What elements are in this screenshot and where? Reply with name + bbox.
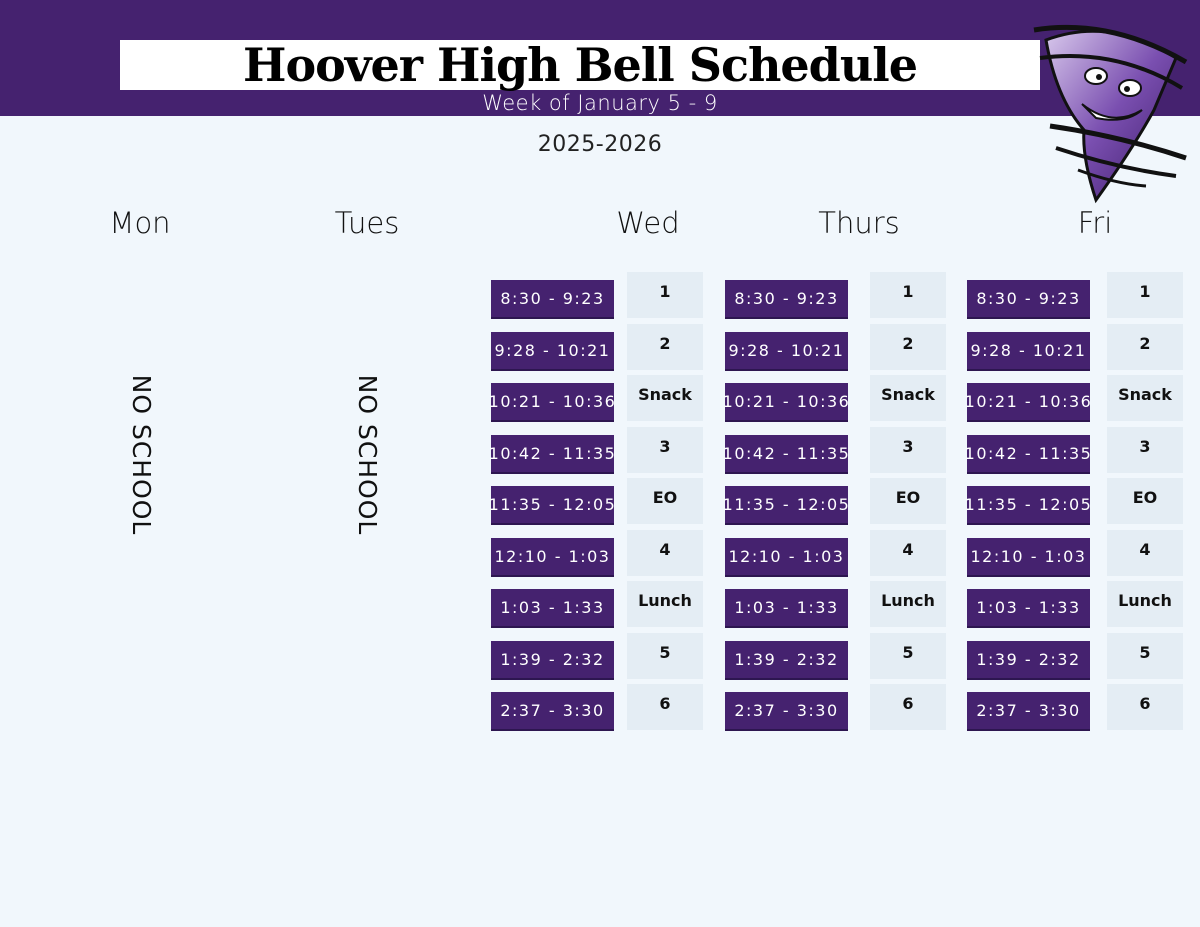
schedule-row xyxy=(967,324,1183,376)
period-label: Lunch xyxy=(1107,581,1183,627)
period-label: EO xyxy=(627,478,703,524)
schedule-row xyxy=(725,530,946,582)
schedule-row xyxy=(964,375,1183,427)
time-slot: 11:35 - 12:05 xyxy=(491,486,614,525)
no-school-tues: NO SCHOOL xyxy=(353,374,382,536)
period-label: 2 xyxy=(1107,324,1183,370)
time-slot: 2:37 - 3:30 xyxy=(491,692,614,731)
schedule-row xyxy=(491,684,703,736)
time-slot: 10:21 - 10:36 xyxy=(491,383,614,422)
period-label: Lunch xyxy=(627,581,703,627)
schedule-row xyxy=(491,633,703,685)
time-slot: 12:10 - 1:03 xyxy=(725,538,848,577)
period-label: 1 xyxy=(1107,272,1183,318)
time-slot: 10:21 - 10:36 xyxy=(967,383,1090,422)
schedule-row xyxy=(725,684,946,736)
time-slot: 9:28 - 10:21 xyxy=(967,332,1090,371)
day-header-mon: Mon xyxy=(109,206,171,240)
period-label: 1 xyxy=(627,272,703,318)
period-label: 5 xyxy=(1107,633,1183,679)
period-label: 5 xyxy=(870,633,946,679)
period-label: Snack xyxy=(627,375,703,421)
schedule-row xyxy=(725,324,946,376)
schedule-row xyxy=(725,272,946,324)
time-slot: 8:30 - 9:23 xyxy=(725,280,848,319)
period-label: 3 xyxy=(870,427,946,473)
schedule-column-wed xyxy=(488,272,703,736)
day-header-tues: Tues xyxy=(334,206,400,240)
time-slot: 1:03 - 1:33 xyxy=(725,589,848,628)
period-label: EO xyxy=(870,478,946,524)
page-title: Hoover High Bell Schedule xyxy=(242,38,918,92)
schedule-row xyxy=(967,684,1183,736)
schedule-row xyxy=(964,478,1183,530)
time-slot: 12:10 - 1:03 xyxy=(491,538,614,577)
period-label: Snack xyxy=(1107,375,1183,421)
period-label: 2 xyxy=(870,324,946,370)
period-label: 5 xyxy=(627,633,703,679)
time-slot: 9:28 - 10:21 xyxy=(491,332,614,371)
period-label: 3 xyxy=(1107,427,1183,473)
period-label: 1 xyxy=(870,272,946,318)
schedule-row xyxy=(722,478,946,530)
period-label: 6 xyxy=(627,684,703,730)
schedule-row xyxy=(964,427,1183,479)
period-label: 6 xyxy=(870,684,946,730)
time-slot: 10:42 - 11:35 xyxy=(491,435,614,474)
period-label: 4 xyxy=(1107,530,1183,576)
tornado-mascot-icon xyxy=(1026,18,1194,208)
schedule-row xyxy=(491,324,703,376)
schedule-row xyxy=(967,530,1183,582)
period-label: 4 xyxy=(627,530,703,576)
no-school-mon: NO SCHOOL xyxy=(127,374,156,536)
schedule-row xyxy=(967,633,1183,685)
period-label: 2 xyxy=(627,324,703,370)
schedule-row xyxy=(967,272,1183,324)
schedule-row xyxy=(488,375,703,427)
time-slot: 10:42 - 11:35 xyxy=(725,435,848,474)
schedule-column-fri xyxy=(964,272,1183,736)
time-slot: 8:30 - 9:23 xyxy=(967,280,1090,319)
week-subtitle: Week of January 5 - 9 xyxy=(482,91,718,115)
period-label: 4 xyxy=(870,530,946,576)
time-slot: 9:28 - 10:21 xyxy=(725,332,848,371)
time-slot: 10:42 - 11:35 xyxy=(967,435,1090,474)
period-label: 3 xyxy=(627,427,703,473)
schedule-row xyxy=(491,272,703,324)
time-slot: 11:35 - 12:05 xyxy=(725,486,848,525)
schedule-row xyxy=(488,427,703,479)
time-slot: 2:37 - 3:30 xyxy=(967,692,1090,731)
schedule-row xyxy=(725,633,946,685)
time-slot: 1:03 - 1:33 xyxy=(967,589,1090,628)
schedule-row xyxy=(725,581,946,633)
schedule-row xyxy=(488,478,703,530)
schedule-row xyxy=(491,581,703,633)
schedule-row xyxy=(722,375,946,427)
time-slot: 1:39 - 2:32 xyxy=(967,641,1090,680)
day-header-fri: Fri xyxy=(1077,206,1113,240)
schedule-row xyxy=(491,530,703,582)
schedule-column-thurs xyxy=(722,272,946,736)
schedule-row xyxy=(722,427,946,479)
time-slot: 12:10 - 1:03 xyxy=(967,538,1090,577)
period-label: Snack xyxy=(870,375,946,421)
schedule-row xyxy=(967,581,1183,633)
title-box xyxy=(120,40,1040,90)
time-slot: 1:03 - 1:33 xyxy=(491,589,614,628)
time-slot: 1:39 - 2:32 xyxy=(491,641,614,680)
time-slot: 8:30 - 9:23 xyxy=(491,280,614,319)
period-label: Lunch xyxy=(870,581,946,627)
school-year: 2025-2026 xyxy=(537,132,663,157)
time-slot: 11:35 - 12:05 xyxy=(967,486,1090,525)
day-header-thurs: Thurs xyxy=(818,206,900,240)
period-label: EO xyxy=(1107,478,1183,524)
period-label: 6 xyxy=(1107,684,1183,730)
time-slot: 1:39 - 2:32 xyxy=(725,641,848,680)
time-slot: 10:21 - 10:36 xyxy=(725,383,848,422)
time-slot: 2:37 - 3:30 xyxy=(725,692,848,731)
day-header-wed: Wed xyxy=(616,206,680,240)
